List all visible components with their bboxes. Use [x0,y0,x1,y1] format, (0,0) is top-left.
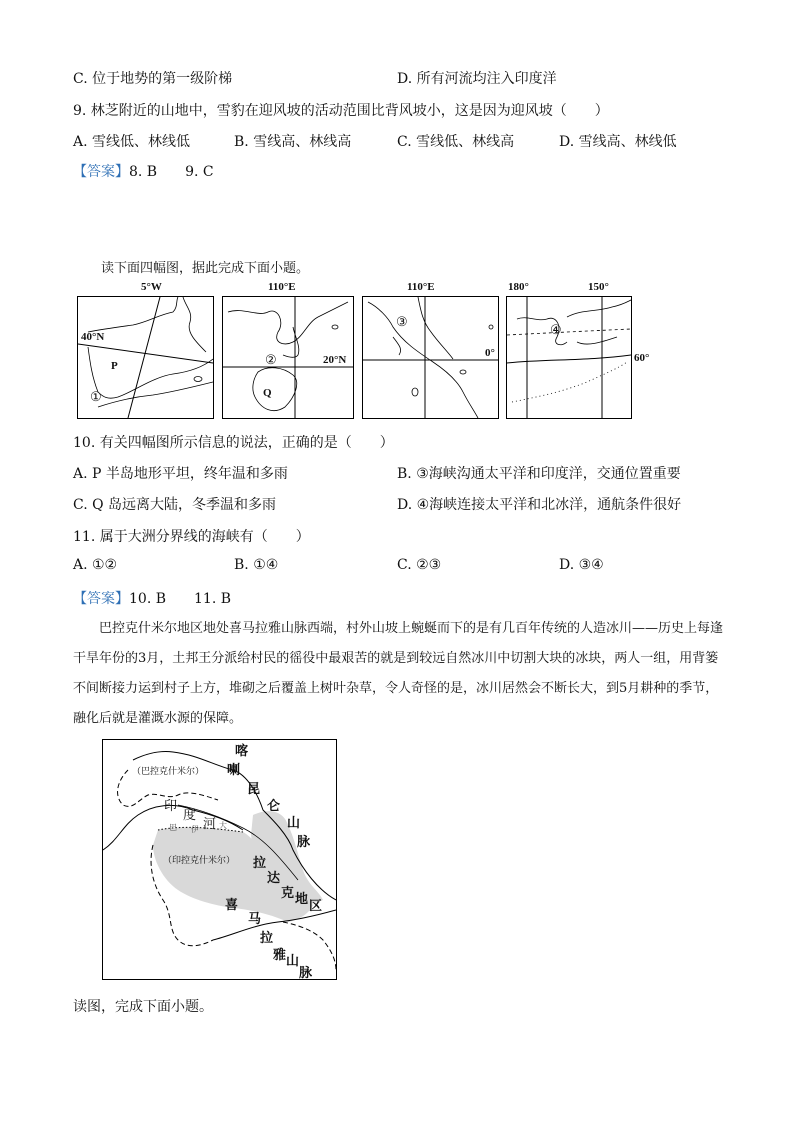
q11-option-a: A. ①② [73,557,118,573]
label-ladakh-5: 区 [309,898,323,913]
label-strait-1: ① [90,389,102,404]
label-60: 60° [634,352,650,364]
answer-tag: 【答案】 [73,591,129,607]
answer-text: 10. B 11. B [129,591,232,607]
map-4-bering [506,296,632,419]
label-strait-2: ② [265,352,277,367]
label-110e-b: 110°E [407,281,435,293]
outro-instruction: 读图，完成下面小题。 [73,999,213,1015]
label-hm-5: 山 [286,953,300,968]
label-small-1: 巴 [169,823,177,832]
label-hm-4: 雅 [273,947,287,962]
q10-option-a: A. P 半岛地形平坦，终年温和多雨 [73,466,288,482]
label-110e-a: 110°E [268,281,296,293]
label-ladakh-4: 地 [295,891,309,906]
label-kl-2: 喇 [227,762,241,777]
answer-8-9 [73,161,214,181]
answer-tag: 【答案】 [73,164,129,180]
map-2-hainan [222,296,354,419]
label-kl-4: 仑 [267,798,281,813]
map-4-svg [507,297,631,418]
label-ladakh-2: 达 [267,870,281,885]
label-q: Q [263,387,272,399]
label-strait-4: ④ [550,322,562,337]
q10-stem: 10. 有关四幅图所示信息的说法，正确的是（ ） [73,435,394,451]
q10-option-b: B. ③海峡沟通太平洋和印度洋，交通位置重要 [397,466,681,482]
label-hm-2: 马 [248,911,262,926]
q8-option-c: C. 位于地势的第一级阶梯 [73,71,233,87]
answer-text: 8. B 9. C [129,164,214,180]
label-180: 180° [508,281,529,293]
label-5w: 5°W [141,281,162,293]
label-p: P [111,360,118,372]
label-small-2: 伊 [191,825,199,834]
answer-10-11 [73,588,231,608]
q11-option-b: B. ①④ [234,557,279,573]
q10-option-d: D. ④海峡连接太平洋和北冰洋，通航条件很好 [397,497,682,513]
label-indus-1: 印 [164,798,178,813]
label-ladakh-1: 拉 [253,855,267,870]
label-strait-3: ③ [396,314,408,329]
label-hm-6: 脉 [299,965,313,980]
q8-option-d: D. 所有河流均注入印度洋 [397,71,557,87]
label-small-3: 大 [219,821,227,830]
map-kashmir [102,739,337,980]
q9-option-a: A. 雪线低、林线低 [73,134,191,150]
q9-option-d: D. 雪线高、林线低 [559,134,677,150]
label-kl-1: 喀 [235,743,249,758]
label-kl-3: 昆 [247,781,261,796]
label-0deg: 0° [485,347,495,359]
label-pak-kashmir: （巴控克什米尔） [132,766,205,776]
q11-stem: 11. 属于大洲分界线的海峡有（ ） [73,529,310,545]
passage-kashmir: 巴控克什米尔地区地处喜马拉雅山脉西端，村外山坡上蜿蜒而下的是有几百年传统的人造冰川——历史上每逢干旱年份的3月，土邦王分派给村民的徭役中最艰苦的就是到较远自然冰川中切割大块的冰块，两人一组，用背篓不间断接力运到村子上方，堆砌之后覆盖上树叶杂草，令人奇怪的是，冰川居然会不断长大，到5月耕种的季节，融化后就是灌溉水源的保障。 [73,621,724,726]
label-ladakh-3: 克 [281,885,295,900]
label-40n: 40°N [81,331,105,343]
label-20n: 20°N [323,354,347,366]
q9-option-b: B. 雪线高、林线高 [234,134,352,150]
map-1-iberia [77,296,214,419]
map-3-malacca [362,296,499,419]
label-hm-3: 拉 [260,930,274,945]
q10-option-c: C. Q 岛远离大陆，冬季温和多雨 [73,497,277,513]
q9-option-c: C. 雪线低、林线高 [397,134,515,150]
label-kl-6: 脉 [297,834,311,849]
label-indus-2: 度 [183,807,197,822]
map-3-svg [363,297,498,418]
q9-stem: 9. 林芝附近的山地中，雪豹在迎风坡的活动范围比背风坡小，这是因为迎风坡（ ） [73,103,609,119]
label-indus-3: 河 [203,816,217,831]
label-150: 150° [588,281,609,293]
q11-option-d: D. ③④ [559,557,604,573]
label-ind-kashmir: （印控克什米尔） [163,855,236,865]
label-hm-1: 喜 [225,897,239,912]
label-kl-5: 山 [287,815,301,830]
q11-option-c: C. ②③ [397,557,442,573]
intro-four-maps: 读下面四幅图，据此完成下面小题。 [101,261,310,276]
